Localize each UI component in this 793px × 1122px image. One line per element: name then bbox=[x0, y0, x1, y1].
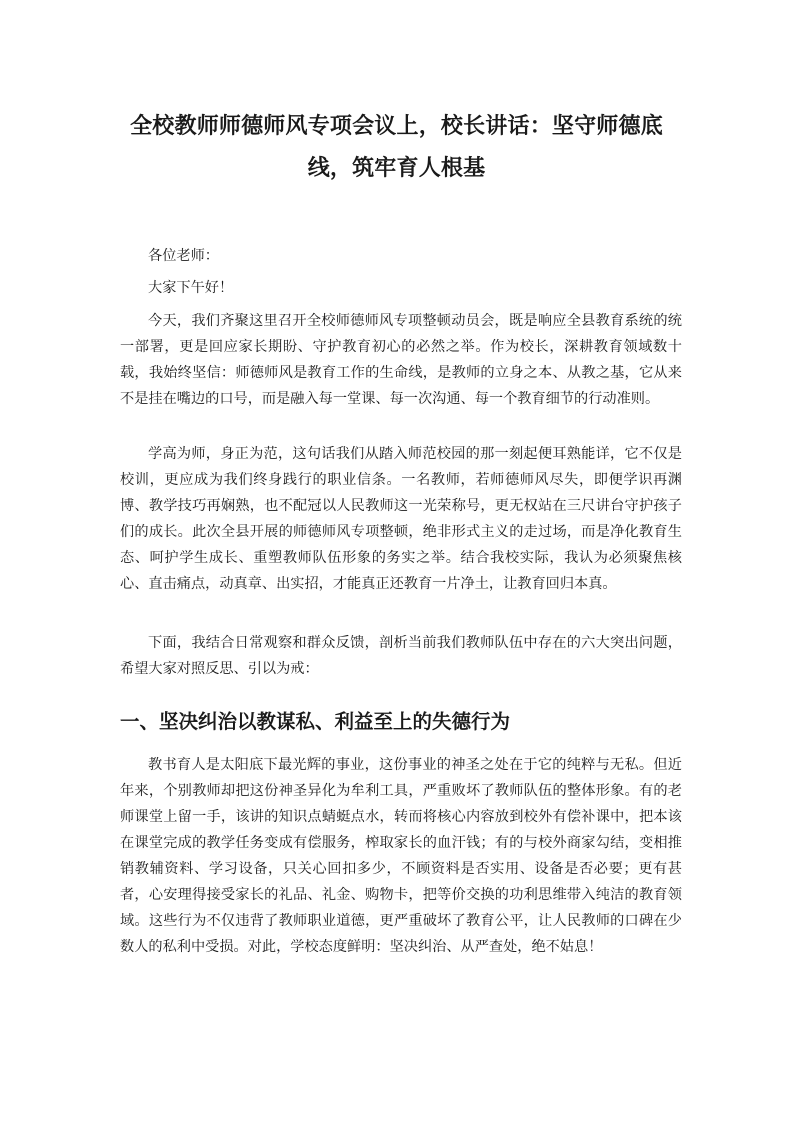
paragraph-text: 今天，我们齐聚这里召开全校师德师风专项整顿动员会，既是响应全县教育系统的统一部署，更是回应家长期盼、守护教育初心的必然之举。作为校长，深耕教育领域数十载，我始终坚信：师德师风是教育工作的生命线，是教师的立身之本、从教之基，它从来不是挂在嘴边的口号，而是融入每一堂课、每一次沟通、每一个教育细节的行动准则。 bbox=[120, 313, 682, 407]
paragraph-principle bbox=[120, 441, 682, 597]
paragraph-text: 教书育人是太阳底下最光辉的事业，这份事业的神圣之处在于它的纯粹与无私。但近年来，个别教师却把这份神圣异化为牟利工具，严重败坏了教师队伍的整体形象。有的老师课堂上留一手，该讲的知识点蜻蜓点水，转而将核心内容放到校外有偿补课中，把本该在课堂完成的教学任务变成有偿服务，榨取家长的血汗钱；有的与校外商家勾结，变相推销教辅资料、学习设备，只关心回扣多少，不顾资料是否实用、设备是否必要；更有甚者，心安理得接受家长的礼品、礼金、购物卡，把等价交换的功利思维带入纯洁的教育领域。这些行为不仅违背了教师职业道德，更严重破坏了教育公平，让人民教师的口碑在少数人的私利中受损。对此，学校态度鲜明：坚决纠治、从严查处，绝不姑息！ bbox=[120, 757, 682, 955]
greeting: 各位老师： bbox=[148, 248, 219, 264]
paragraph-transition bbox=[120, 630, 682, 682]
salutation: 大家下午好！ bbox=[148, 280, 234, 296]
paragraph-intro bbox=[120, 308, 682, 412]
paragraph-text: 学高为师，身正为范，这句话我们从踏入师范校园的那一刻起便耳熟能详，它不仅是校训，更应成为我们终身践行的职业信条。一名教师，若师德师风尽失，即便学识再渊博、教学技巧再娴熟，也不配冠以人民教师这一光荣称号，更无权站在三尺讲台守护孩子们的成长。此次全县开展的师德师风专项整顿，绝非形式主义的走过场，而是净化教育生态、呵护学生成长、重塑教师队伍形象的务实之举。结合我校实际，我认为必须聚焦核心、直击痛点，动真章、出实招，才能真正还教育一片净土，让教育回归本真。 bbox=[120, 446, 682, 592]
section-paragraph bbox=[120, 752, 682, 960]
section-heading: 一、坚决纠治以教谋私、利益至上的失德行为 bbox=[120, 710, 511, 733]
document-title: 全校教师师德师风专项会议上，校长讲话：坚守师德底线，筑牢育人根基 bbox=[130, 114, 663, 181]
paragraph-text: 下面，我结合日常观察和群众反馈，剖析当前我们教师队伍中存在的六大突出问题，希望大家对照反思、引以为戒： bbox=[120, 635, 682, 677]
